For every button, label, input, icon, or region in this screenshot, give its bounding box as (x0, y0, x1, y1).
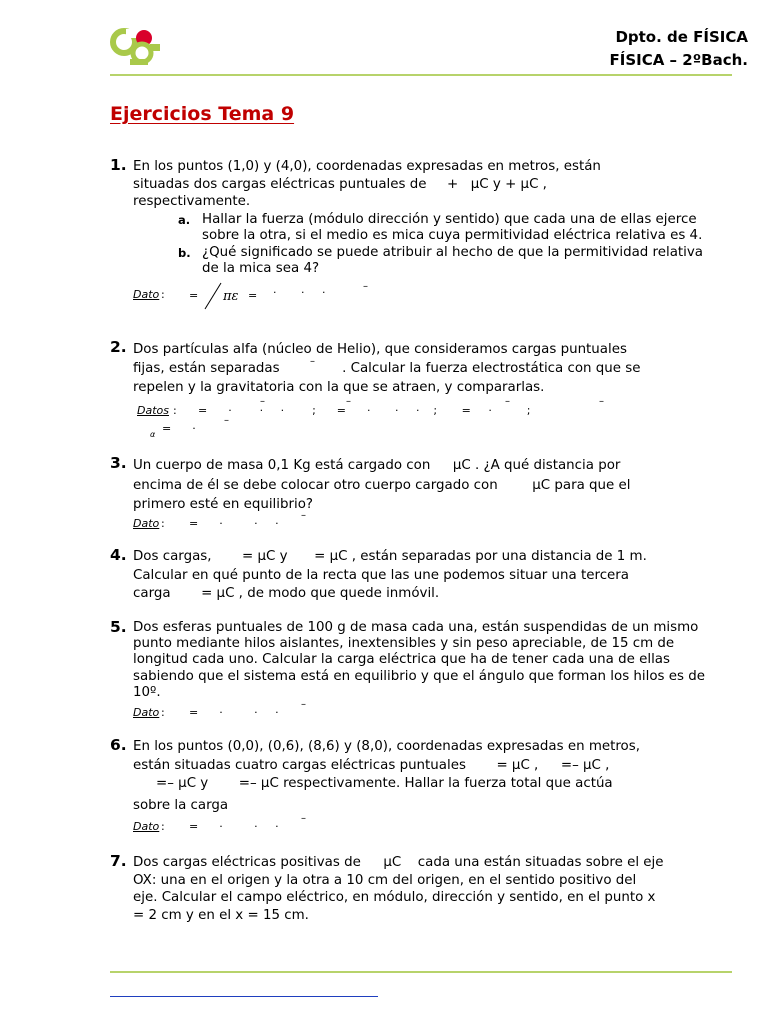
exercise-line: primero esté en equilibrio? (133, 497, 314, 512)
exercise-line: Calcular en qué punto de la recta que las une podemos situar una tercera (133, 567, 630, 583)
school-logo (110, 26, 166, 68)
subquestion-b (178, 245, 710, 278)
exercise-6 (110, 738, 710, 835)
data-values: = · · · (189, 820, 279, 833)
exercise-text: =– μC respectivamente. Hallar la fuerza total que actúa (238, 776, 613, 791)
exercise-line (133, 548, 710, 567)
exercise-line (133, 775, 710, 794)
subquestion-label: b. (178, 245, 191, 260)
exercise-line (133, 356, 710, 378)
exercise-line: En los puntos (0,0), (0,6), (8,6) y (8,0), coordenadas expresadas en metros, (133, 739, 640, 754)
subquestion-text: ¿Qué significado se puede atribuir al hecho de que la permitividad relativa de la mica sea 4? (202, 244, 704, 276)
exponent-minus: – (301, 699, 306, 711)
exercise-text: = μC , (496, 757, 539, 773)
exercise-line (133, 854, 710, 872)
header (610, 26, 749, 72)
exercise-line: repelen y la gravitatoria con la que se atraen, y compararlas. (133, 380, 545, 395)
exercise-number: 7. (110, 852, 127, 870)
subquestion-a (178, 212, 710, 245)
data-line: Dato : = · · · – (133, 509, 306, 530)
data-line: Dato : = · · · – (133, 813, 306, 833)
exercise-text: = μC y (242, 549, 288, 564)
exercise-line: En los puntos (1,0) y (4,0), coordenadas expresadas en metros, están (133, 159, 601, 174)
subquestion-label: a. (178, 212, 191, 227)
alpha-subscript: α (150, 430, 156, 439)
plus-sign: + (447, 176, 459, 192)
exercise-text: fijas, están separadas (133, 361, 280, 376)
exponent-minus: – (310, 356, 315, 367)
exercise-text: Dos cargas eléctricas positivas de (133, 855, 361, 870)
data-label: Dato (133, 287, 160, 301)
exponent-minus: – (260, 396, 265, 407)
exercise-line: = 2 cm y en el x = 15 cm. (133, 907, 309, 923)
exercise-7 (110, 854, 710, 924)
exercise-2 (110, 340, 710, 441)
exercise-text: encima de él se debe colocar otro cuerpo cargado con (133, 477, 498, 493)
equals-sign: = (248, 288, 258, 302)
exponent-minus: – (599, 396, 604, 407)
exponent-minus: – (301, 813, 306, 824)
exercise-paragraph: Dos esferas puntuales de 100 g de masa cada una, están suspendidas de un mismo punto mediante hilos aislantes, inextensibles y sin peso apreciable, de 15 cm de longitud cada uno. Calcular la carga eléctrica que ha de tener cada una de ellas sabiendo que el sistema está en equilibrio y que el ángulo que forman los hilos es de 10º. (133, 620, 705, 700)
exercise-text: Dos cargas, (133, 549, 212, 564)
subquestion-text: Hallar la fuerza (módulo dirección y sentido) que cada una de ellas ejerce sobre la otra, si el medio es mica cuya permitividad eléctrica relativa es 4. (202, 211, 703, 243)
data-line: Dato : = · · · – (133, 699, 306, 720)
course-name: FÍSICA – 2ºBach. (609, 51, 748, 69)
data-label: Dato (133, 820, 160, 833)
exercise-text: situadas dos cargas eléctricas puntuales de (133, 176, 427, 192)
data-label: Dato (133, 516, 160, 530)
exercise-line: eje. Calcular el campo eléctrico, en módulo, dirección y sentido, en el punto x (133, 890, 656, 905)
exercise-text: μC . ¿A qué distancia por (452, 458, 621, 473)
exercise-line (133, 176, 710, 194)
exercise-text: = μC , de modo que quede inmóvil. (201, 586, 440, 601)
exercise-text: μC para que el (532, 477, 631, 493)
exponent-minus: – (346, 396, 351, 407)
exponent-minus: – (301, 509, 306, 521)
exercise-4 (110, 548, 710, 604)
exercise-line: respectivamente. (133, 194, 251, 209)
data-line: Datos : = · · · ; = · · · ; = · ; – – – – (137, 396, 604, 417)
data-values: = · (162, 422, 196, 435)
footer-link-line (110, 996, 378, 997)
footer-divider (110, 971, 732, 973)
exercise-number: 3. (110, 454, 127, 472)
header-divider (110, 74, 732, 76)
data-values: = · · · ; = · · · ; = · ; (198, 404, 531, 417)
exercise-text: μC (383, 855, 402, 870)
exercise-line (133, 757, 710, 776)
data-line (110, 415, 710, 441)
data-colon: : (161, 287, 165, 301)
exercise-5 (110, 620, 710, 722)
pi-epsilon: πε (223, 288, 239, 304)
exercise-line: sobre la carga (133, 797, 229, 813)
data-value: · · · (273, 285, 326, 299)
exercise-number: 1. (110, 156, 127, 174)
exercise-text: están situadas cuatro cargas eléctricas puntuales (133, 757, 466, 773)
exercise-text: cada una están situadas sobre el eje (417, 855, 664, 870)
data-values: = · · · (189, 706, 279, 720)
exercise-line: OX: una en el origen y la otra a 10 cm del origen, en el sentido positivo del (133, 872, 637, 888)
data-values: = · · · (189, 516, 279, 530)
exercise-number: 4. (110, 546, 127, 564)
exercise-1 (110, 158, 710, 312)
data-label: Dato (133, 706, 160, 720)
exercise-text: . Calcular la fuerza electrostática con que se (342, 361, 641, 376)
exercise-number: 5. (110, 618, 127, 636)
exponent-minus: – (224, 415, 229, 426)
exercise-number: 6. (110, 736, 127, 754)
fraction-slash (202, 282, 224, 310)
department-name: Dpto. de FÍSICA (615, 28, 748, 46)
exercise-line (133, 476, 710, 496)
exercise-text: =– μC y (156, 776, 209, 791)
exercise-text: = μC , están separadas por una distancia de 1 m. (314, 549, 647, 564)
exercise-text: =– μC , (560, 757, 610, 773)
exercise-text: Un cuerpo de masa 0,1 Kg está cargado con (133, 458, 431, 473)
charge-units: μC y + μC , (470, 176, 547, 192)
exercise-line (133, 456, 710, 476)
exponent-minus: – (363, 280, 368, 292)
data-label: Datos (137, 404, 169, 417)
page-title: Ejercicios Tema 9 (110, 103, 295, 125)
exponent-minus: – (505, 396, 510, 407)
equals-sign: = (189, 288, 199, 302)
exercise-line (133, 585, 710, 604)
data-line (110, 282, 710, 312)
exercise-number: 2. (110, 338, 127, 356)
exercise-3 (110, 456, 710, 533)
exercise-line: Dos partículas alfa (núcleo de Helio), que consideramos cargas puntuales (133, 342, 627, 357)
exercise-text: carga (133, 586, 171, 601)
